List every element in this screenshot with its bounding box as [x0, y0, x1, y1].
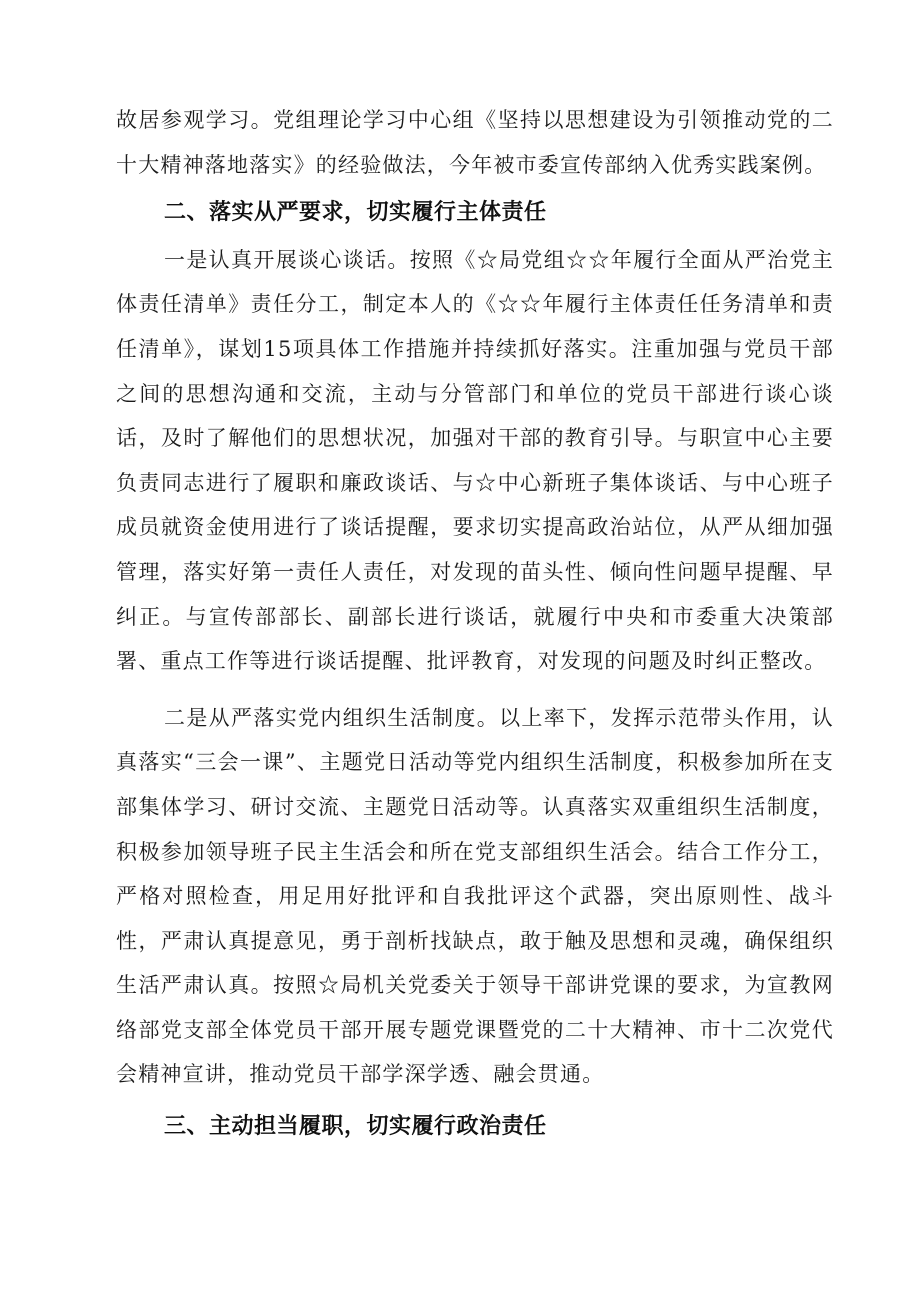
section-heading-2: 二、落实从严要求，切实履行主体责任: [164, 200, 547, 226]
paragraph-organization-life: 二是从严落实党内组织生活制度。以上率下，发挥示范带头作用，认真落实“三会一课”、主题党日活动等党内组织生活制度，积极参加所在支部集体学习、研讨交流、主题党日活动等。认真落实双重组织生活制度，积极参加领导班子民主生活会和所在党支部组织生活会。结合工作分工，严格对照检查，用足用好批评和自我批评这个武器，突出原则性、战斗性，严肃认真提意见，勇于剖析找缺点，敢于触及思想和灵魂，确保组织生活严肃认真。按照☆局机关党委关于领导干部讲党课的要求，为宣教网络部党支部全体党员干部开展专题党课暨党的二十大精神、市十二次党代会精神宣讲，推动党员干部学深学透、融会贯通。: [116, 705, 834, 1087]
document-body: [116, 98, 834, 1150]
paragraph-talks: 一是认真开展谈心谈话。按照《☆局党组☆☆年履行全面从严治党主体责任清单》责任分工，制定本人的《☆☆年履行主体责任任务清单和责任清单》，谋划15项具体工作措施并持续抓好落实。注重加强与党员干部之间的思想沟通和交流，主动与分管部门和单位的党员干部进行谈心谈话，及时了解他们的思想状况，加强对干部的教育引导。与职宣中心主要负责同志进行了履职和廉政谈话、与☆中心新班子集体谈话、与中心班子成员就资金使用进行了谈话提醒，要求切实提高政治站位，从严从细加强管理，落实好第一责任人责任，对发现的苗头性、倾向性问题早提醒、早纠正。与宣传部部长、副部长进行谈话，就履行中央和市委重大决策部署、重点工作等进行谈话提醒、批评教育，对发现的问题及时纠正整改。: [116, 247, 834, 674]
paragraph-continued: 故居参观学习。党组理论学习中心组《坚持以思想建设为引领推动党的二十大精神落地落实》的经验做法，今年被市委宣传部纳入优秀实践案例。: [116, 108, 834, 177]
section-heading-3: 三、主动担当履职，切实履行政治责任: [164, 1114, 547, 1140]
